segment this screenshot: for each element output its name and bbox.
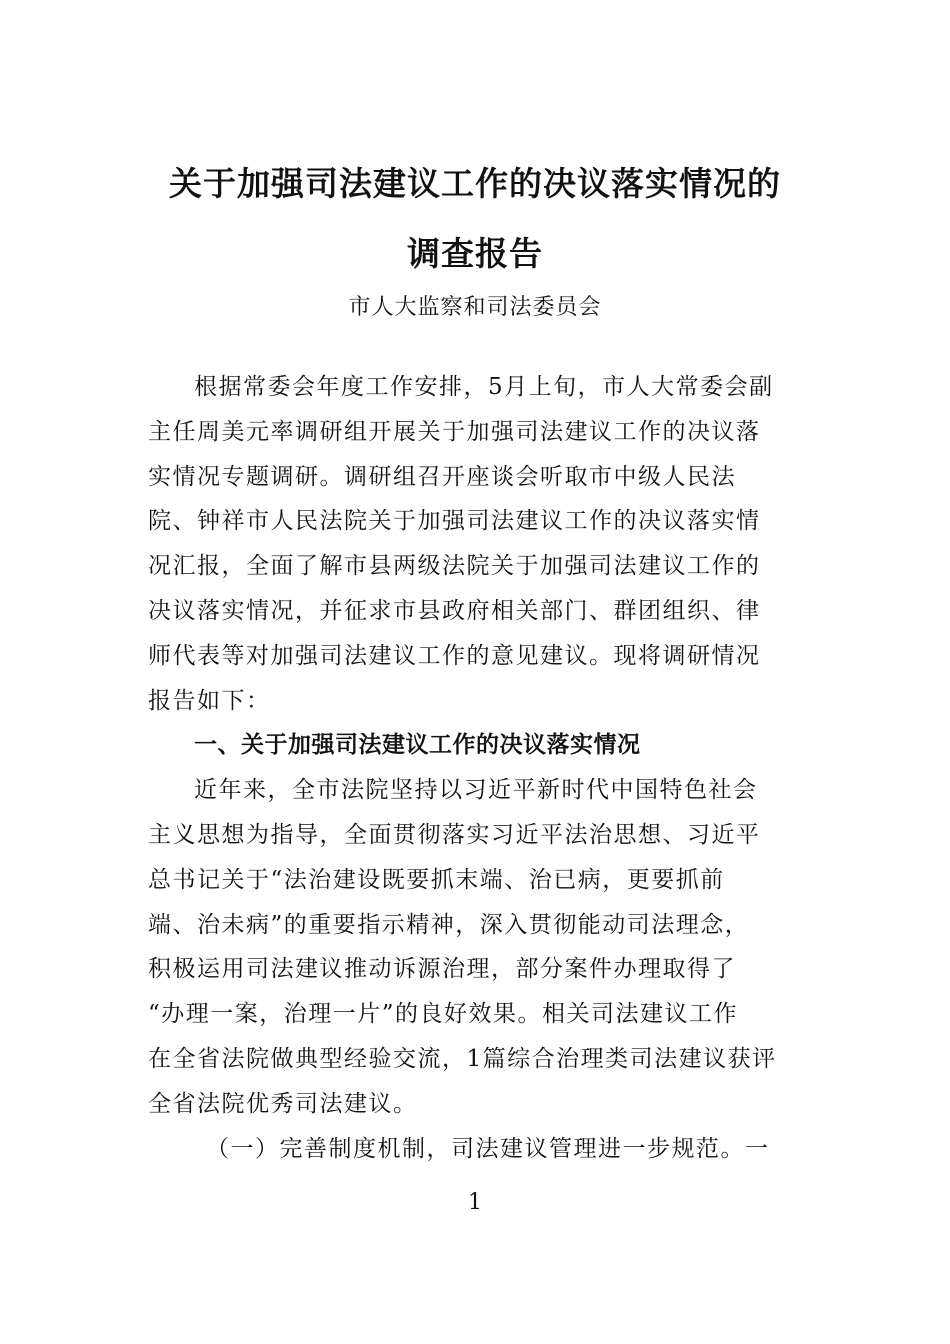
body-text-line: 积极运用司法建议推动诉源治理，部分案件办理取得了 bbox=[148, 956, 736, 983]
body-text-line: 况汇报，全面了解市县两级法院关于加强司法建议工作的 bbox=[148, 553, 761, 580]
body-text-line: 全省法院优秀司法建议。 bbox=[148, 1090, 418, 1117]
body-text-line: 根据常委会年度工作安排，5月上旬，市人大常委会副 bbox=[194, 374, 774, 400]
body-text-line: 近年来，全市法院坚持以习近平新时代中国特色社会 bbox=[194, 777, 758, 804]
body-text-line: 在全省法院做典型经验交流，1篇综合治理类司法建议获评 bbox=[148, 1045, 777, 1072]
section-heading: 一、关于加强司法建议工作的决议落实情况 bbox=[194, 732, 641, 759]
body-text-line: 师代表等对加强司法建议工作的意见建议。现将调研情况 bbox=[148, 642, 761, 669]
body-text-line: （一）完善制度机制，司法建议管理进一步规范。一 bbox=[206, 1135, 770, 1162]
body-text-line: 报告如下： bbox=[148, 687, 271, 714]
body-text-line: 端、治未病”的重要指示精神，深入贯彻能动司法理念， bbox=[148, 911, 750, 938]
body-text-line: 院、钟祥市人民法院关于加强司法建议工作的决议落实情 bbox=[148, 508, 761, 535]
document-body bbox=[148, 365, 808, 1171]
document-title-line-1: 关于加强司法建议工作的决议落实情况的 bbox=[169, 164, 781, 203]
document-title-line-2: 调查报告 bbox=[407, 234, 543, 273]
body-text-line: “办理一案，治理一片”的良好效果。相关司法建议工作 bbox=[148, 1001, 739, 1028]
body-text-line: 决议落实情况，并征求市县政府相关部门、群团组织、律 bbox=[148, 597, 761, 624]
body-text-line: 总书记关于“法治建设既要抓末端、治已病，更要抓前 bbox=[148, 866, 725, 893]
body-text-line: 主任周美元率调研组开展关于加强司法建议工作的决议落 bbox=[148, 418, 761, 445]
page-number: 1 bbox=[468, 1190, 482, 1215]
body-text-line: 实情况专题调研。调研组召开座谈会听取市中级人民法 bbox=[148, 463, 736, 490]
document-author: 市人大监察和司法委员会 bbox=[348, 295, 602, 320]
body-text-line: 主义思想为指导，全面贯彻落实习近平法治思想、习近平 bbox=[148, 821, 761, 848]
